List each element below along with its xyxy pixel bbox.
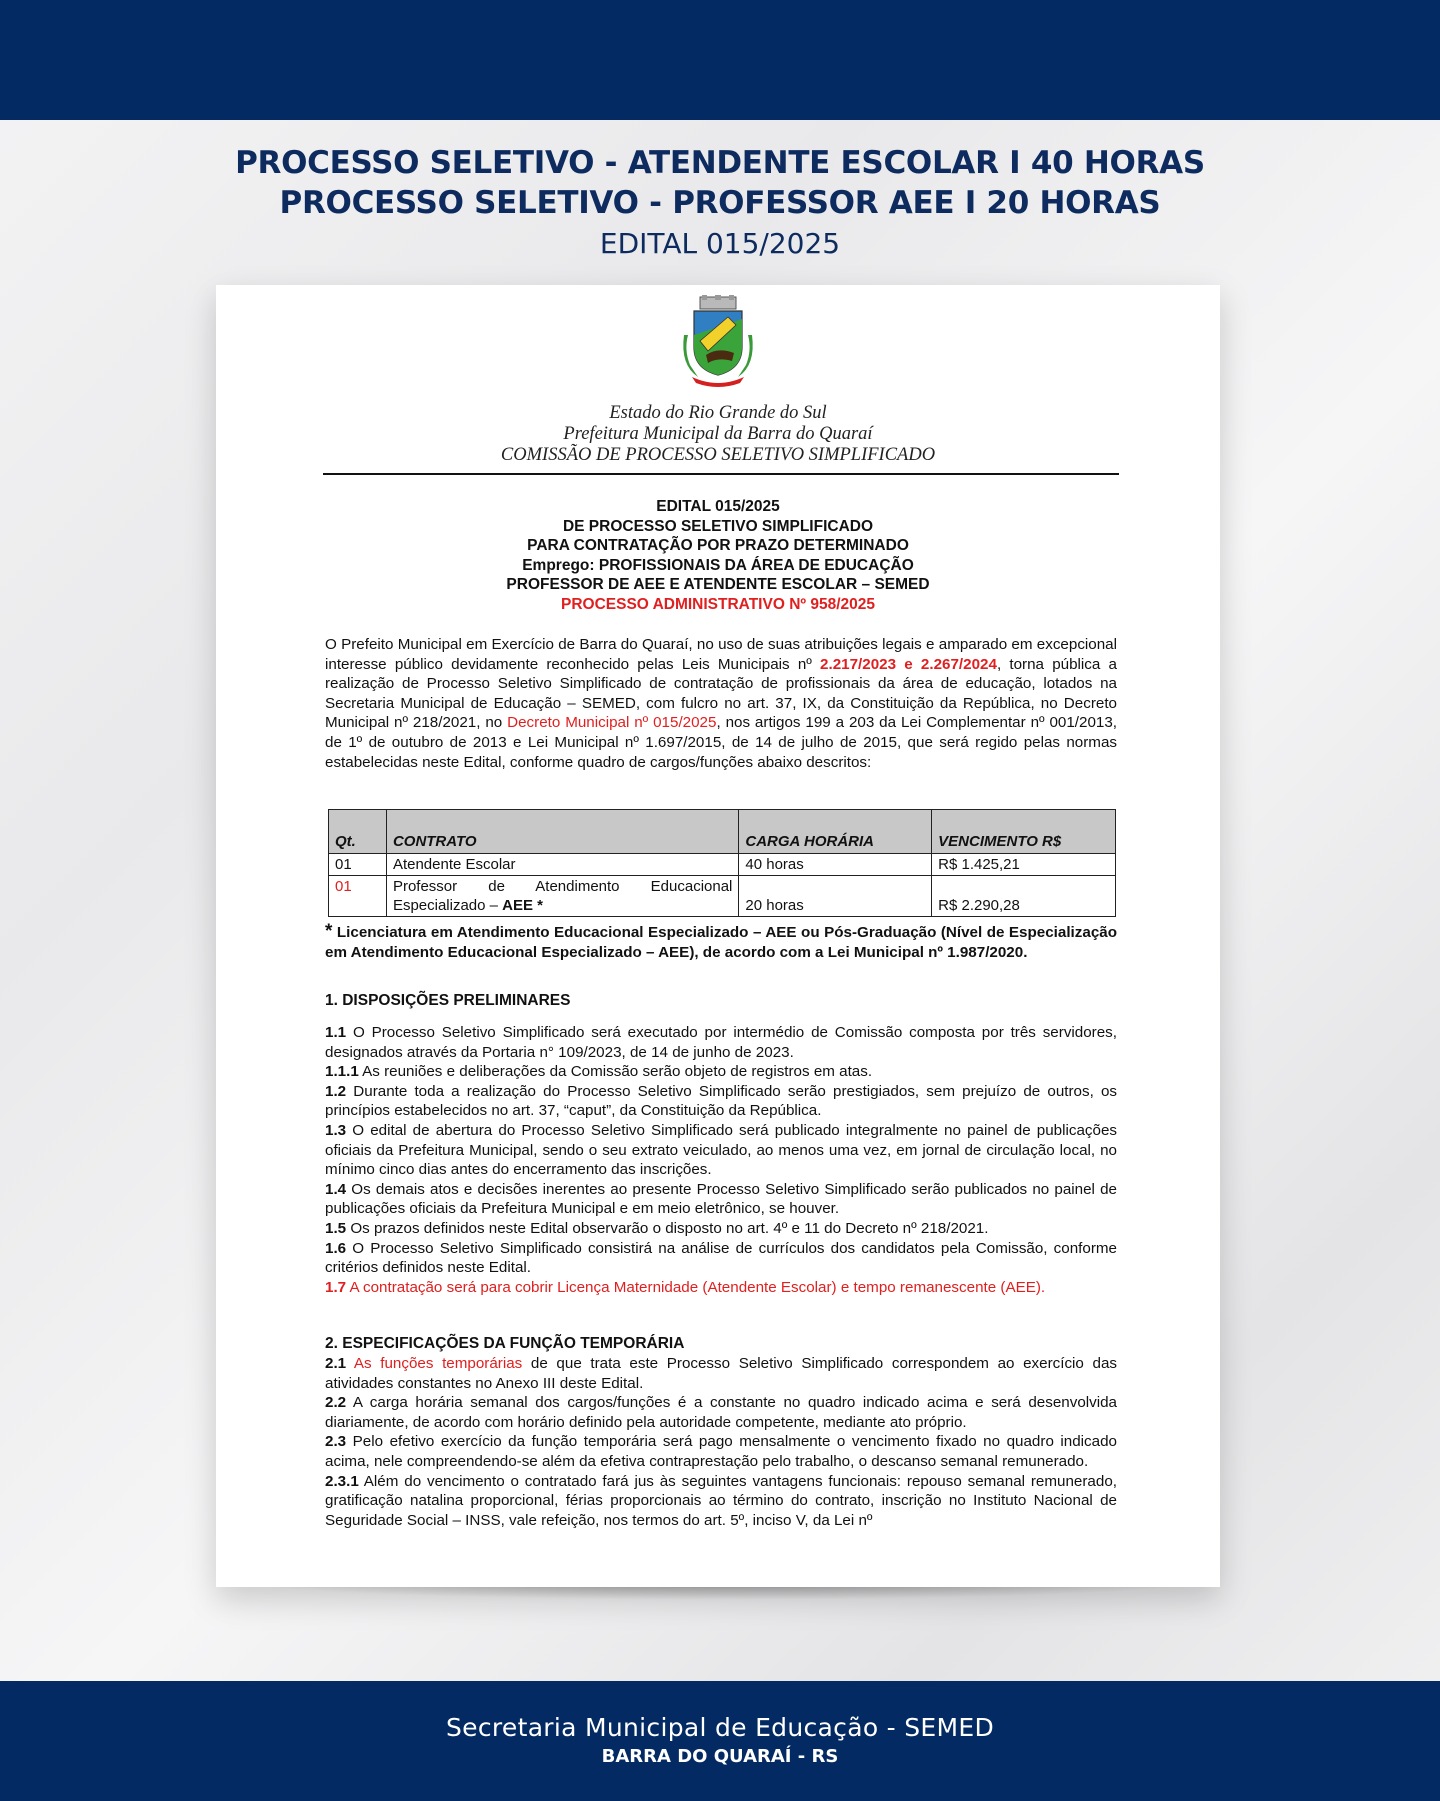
edital-title-line: Emprego: PROFISSIONAIS DA ÁREA DE EDUCAÇÃO (522, 556, 914, 574)
col-header-qt: Qt. (329, 810, 387, 854)
letterhead-state: Estado do Rio Grande do Sul (609, 403, 827, 423)
footer-banner (0, 1681, 1440, 1801)
cell-vencimento: R$ 2.290,28 (932, 876, 1116, 917)
cell-vencimento: R$ 1.425,21 (932, 854, 1116, 876)
cell-carga: 40 horas (739, 854, 932, 876)
letterhead-prefecture: Prefeitura Municipal da Barra do Quaraí (563, 424, 873, 444)
list-item: 1.4 Os demais atos e decisões inerentes ao presente Processo Seletivo Simplificado serão publicados no painel de publicações oficiais da Prefeitura Municipal e em meio eletrônico, se houver. (325, 1180, 1117, 1218)
cell-contrato: Atendente Escolar (386, 854, 738, 876)
letterhead-commission: COMISSÃO DE PROCESSO SELETIVO SIMPLIFICADO (500, 445, 936, 465)
cell-contrato: Professor de Atendimento Educacional Especializado – AEE * (386, 876, 738, 917)
list-item: 2.2 A carga horária semanal dos cargos/funções é a constante no quadro indicado acima e será desenvolvida diariamente, de acordo com horário definido pela autoridade competente, mediante ato próprio. (325, 1394, 1117, 1431)
decree-reference: Decreto Municipal nº 015/2025 (507, 714, 717, 732)
list-item: 2.3 Pelo efetivo exercício da função temporária será pago mensalmente o vencimento fixado no quadro indicado acima, nele compreendendo-se além da efetiva contraprestação pelo trabalho, o descanso semanal remunerado. (325, 1433, 1117, 1470)
col-header-contrato: CONTRATO (386, 810, 738, 854)
footer-location: BARRA DO QUARAÍ - RS (601, 1746, 839, 1767)
section-1-title: 1. DISPOSIÇÕES PRELIMINARES (325, 992, 571, 1009)
col-header-carga: CARGA HORÁRIA (739, 810, 932, 854)
edital-title-line: PROFESSOR DE AEE E ATENDENTE ESCOLAR – SEMED (506, 576, 930, 593)
section-2-items (325, 1354, 1117, 1530)
footer-title: Secretaria Municipal de Educação - SEMED (445, 1713, 995, 1742)
list-item: 1.6 O Processo Seletivo Simplificado consistirá na análise de currículos dos candidatos pela Comissão, conforme critérios definidos neste Edital. (325, 1239, 1117, 1277)
list-item: 1.1 O Processo Seletivo Simplificado será executado por intermédio de Comissão composta por três servidores, designados através da Portaria n° 109/2023, de 14 de junho de 2023. (325, 1024, 1117, 1061)
letterhead (216, 403, 1220, 466)
headline-line-1: PROCESSO SELETIVO - ATENDENTE ESCOLAR I 40 HORAS (235, 145, 1205, 181)
headline-line-2: PROCESSO SELETIVO - PROFESSOR AEE I 20 HORAS (279, 185, 1161, 221)
edital-title-block (216, 497, 1220, 614)
section-2-title: 2. ESPECIFICAÇÕES DA FUNÇÃO TEMPORÁRIA (325, 1335, 685, 1352)
list-item: 1.7 A contratação será para cobrir Licença Maternidade (Atendente Escolar) e tempo remanescente (AEE). (325, 1278, 1046, 1296)
table-header-row (329, 810, 1116, 854)
edital-title-line: EDITAL 015/2025 (656, 498, 780, 515)
table-row (329, 876, 1116, 917)
list-item: 1.1.1 As reuniões e deliberações da Comissão serão objeto de registros em atas. (325, 1063, 873, 1081)
col-header-vencimento: VENCIMENTO R$ (932, 810, 1116, 854)
cell-carga: 20 horas (739, 876, 932, 917)
cell-qt: 01 (329, 876, 387, 917)
municipal-coat-of-arms-icon (678, 295, 758, 387)
section-1-items (325, 1023, 1117, 1297)
intro-paragraph: O Prefeito Municipal em Exercício de Barra do Quaraí, no uso de suas atribuições legais e amparado em excepcional interesse público devidamente reconhecido pelas Leis Municipais nº 2.217/2023 e 2.267/2024, torna pública a realização de Processo Seletivo Simplificado de contratação de profissionais da área de educação, lotados na Secretaria Municipal de Educação – SEMED, com fulcro no art. 37, IX, da Constituição da República, no Decreto Municipal nº 218/2021, no Decreto Municipal nº 015/2025, nos artigos 199 a 203 da Lei Complementar nº 001/2013, de 1º de outubro de 2013 e Lei Municipal nº 1.697/2015, de 14 de julho de 2015, que será regido pelas normas estabelecidas neste Edital, conforme quadro de cargos/funções abaixo descritos: (325, 636, 1118, 771)
list-item: 1.5 Os prazos definidos neste Edital observarão o disposto no art. 4º e 11 do Decreto nº 218/2021. (325, 1219, 989, 1237)
process-number: PROCESSO ADMINISTRATIVO Nº 958/2025 (560, 595, 876, 613)
edital-title-line: PARA CONTRATAÇÃO POR PRAZO DETERMINADO (527, 537, 909, 554)
law-numbers: 2.217/2023 e 2.267/2024 (820, 655, 997, 673)
letterhead-divider (323, 473, 1119, 475)
positions-table (328, 809, 1116, 917)
headline-edital: EDITAL 015/2025 (599, 227, 841, 260)
list-item: 1.3 O edital de abertura do Processo Seletivo Simplificado será publicado integralmente no painel de publicações oficiais da Prefeitura Municipal, sendo o seu extrato veiculado, ao menos uma vez, em jornal de circulação local, no mínimo cinco dias antes do encerramento das inscrições. (325, 1121, 1117, 1179)
qualification-note: * Licenciatura em Atendimento Educacional Especializado – AEE ou Pós-Graduação (Nível de Especialização em Atendimento Educacional Especializado – AEE), de acordo com a Lei Municipal nº 1.987/2020. (325, 921, 1117, 961)
list-item: 2.1 As funções temporárias de que trata este Processo Seletivo Simplificado correspondem ao exercício das atividades constantes no Anexo III deste Edital. (325, 1355, 1117, 1392)
table-row (329, 854, 1116, 876)
list-item: 2.3.1 Além do vencimento o contratado fará jus às seguintes vantagens funcionais: repouso semanal remunerado, gratificação natalina proporcional, férias proporcionais ao término do contrato, inscrição no Instituto Nacional de Seguridade Social – INSS, vale refeição, nos termos do art. 5º, inciso V, da Lei nº (325, 1472, 1117, 1529)
list-item: 1.2 Durante toda a realização do Processo Seletivo Simplificado serão prestigiados, sem prejuízo de outros, os princípios estabelecidos no art. 37, “caput”, da Constituição da República. (325, 1082, 1117, 1120)
top-banner (0, 0, 1440, 120)
headline (0, 143, 1440, 263)
cell-qt: 01 (329, 854, 387, 876)
edital-title-line: DE PROCESSO SELETIVO SIMPLIFICADO (562, 517, 874, 535)
edital-document (216, 285, 1220, 1587)
